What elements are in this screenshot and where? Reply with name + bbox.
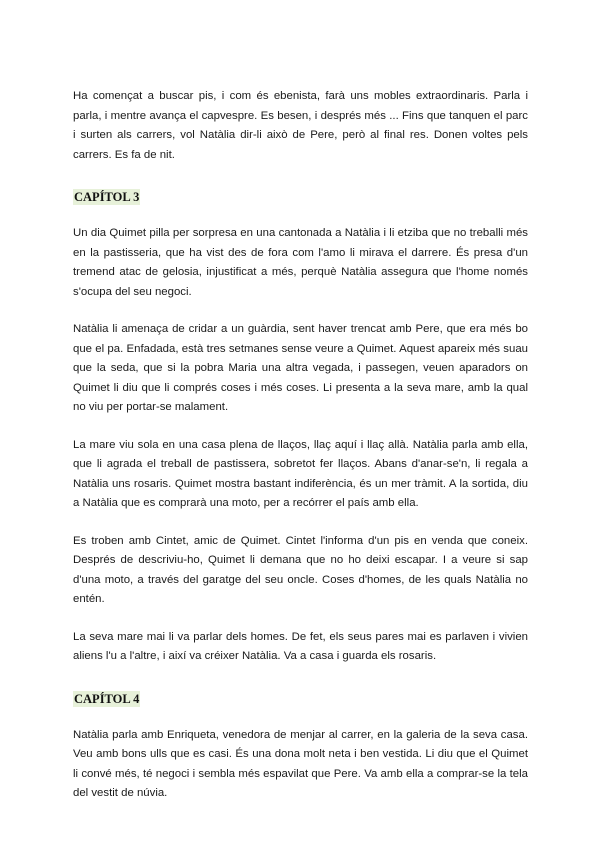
chapter-3-paragraph-5: La seva mare mai li va parlar dels homes. De fet, els seus pares mai es parlaven i vivien aliens l'u a l'altre, i així va créixer Natàlia. Va a casa i guarda els rosaris. [73, 630, 528, 662]
chapter-3-paragraph-3: La mare viu sola en una casa plena de llaços, llaç aquí i llaç allà. Natàlia parla amb ella, que li agrada el treball de pastissera, sobretot fer llaços. Abans d'anar-se'n, li regala a Natàlia uns rosaris. Quimet mostra bastant indiferència, és un mer tràmit. A la sortida, diu a Natàlia que es comprarà una moto, per a recórrer el país amb ella. [73, 438, 528, 509]
chapter-3-paragraph-1: Un dia Quimet pilla per sorpresa en una cantonada a Natàlia i li etziba que no treballi més en la pastisseria, que ha vist des de fora com l'amo li mirava el darrere. És presa d'un tremend atac de gelosia, injustificat a més, perquè Natàlia assegura que l'home només s'ocupa del seu negoci. [73, 227, 528, 298]
chapter-4-paragraph-1: Natàlia parla amb Enriqueta, venedora de menjar al carrer, en la galeria de la seva casa. Veu amb bons ulls que es casi. És una dona molt neta i ben vestida. Li diu que el Quimet li convé més, té negoci i sembla més espavilat que Pere. Va amb ella a comprar-se la tela del vestit de núvia. [73, 728, 528, 799]
chapter-3-paragraph-2: Natàlia li amenaça de cridar a un guàrdia, sent haver trencat amb Pere, que era més bo que el pa. Enfadada, està tres setmanes sense veure a Quimet. Aquest apareix més suau que la seda, que si la pobra Maria una altra vegada, i passegen, veuen aparadors on Quimet li diu que li comprés coses i més coses. Li presenta a la seva mare, amb la qual no viu per portar-se malament. [73, 323, 528, 413]
chapter-3-heading: CAPÍTOL 3 [74, 190, 140, 204]
chapter-4-heading: CAPÍTOL 4 [74, 691, 140, 706]
paragraph-intro: Ha començat a buscar pis, i com és ebenista, farà uns mobles extraordinaris. Parla i parla, i mentre avança el capvespre. Es besen, i després més ... Fins que tanquen el parc i surten als carrers, vol Natàlia dir-li això de Pere, però al final res. Donen voltes pels carrers. Es fa de nit. [73, 90, 528, 161]
page-text [73, 87, 528, 822]
chapter-3-paragraph-4: Es troben amb Cintet, amic de Quimet. Cintet l'informa d'un pis en venda que coneix. Després de descriviu-ho, Quimet li demana que no ho deixi escapar. I a veure si sap d'una moto, a través del garatge del seu oncle. Coses d'homes, de les quals Natàlia no entén. [73, 534, 528, 605]
